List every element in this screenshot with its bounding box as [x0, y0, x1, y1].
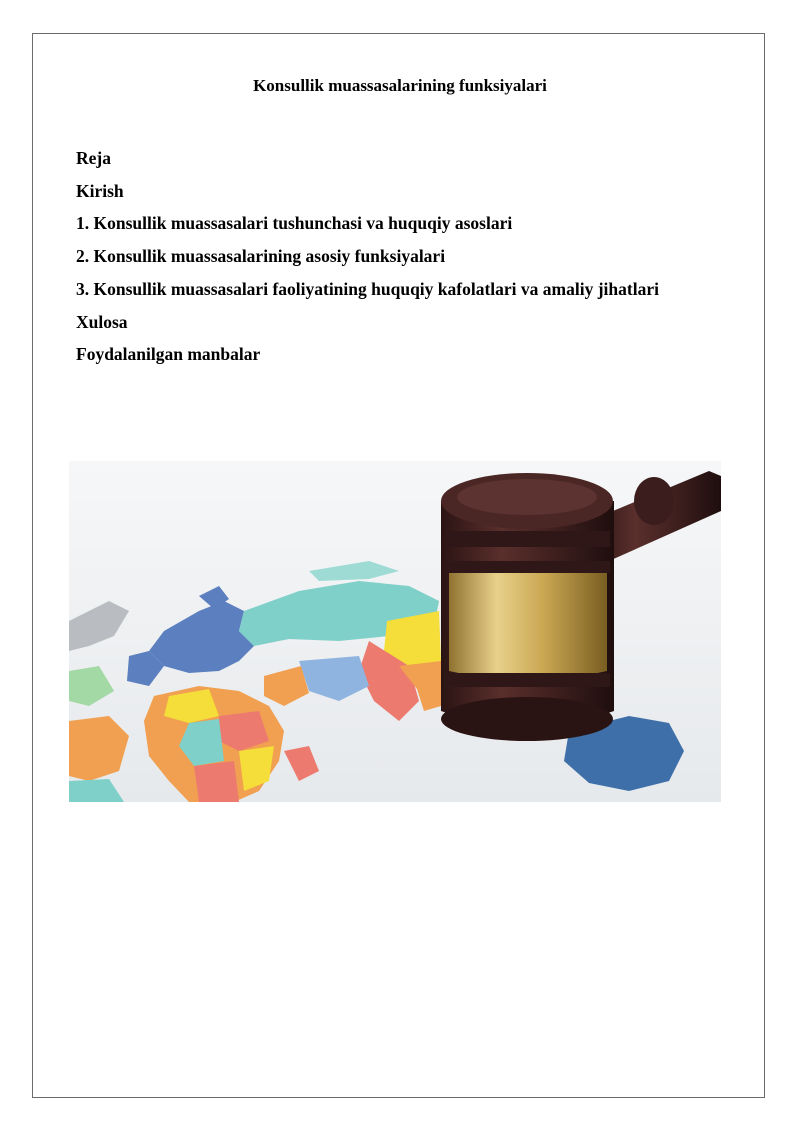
outline-item-sources: Foydalanilgan manbalar [76, 344, 261, 365]
outline-item-section-1: 1. Konsullik muassasalari tushunchasi va huquqiy asoslari [76, 213, 513, 234]
gavel-map-illustration [69, 461, 721, 802]
outline-item-kirish: Kirish [76, 180, 124, 201]
outline-item-section-2: 2. Konsullik muassasalarining asosiy funksiyalari [76, 246, 446, 267]
outline-item-section-3: 3. Konsullik muassasalari faoliyatining huquqiy kafolatlari va amaliy jihatlari [76, 278, 659, 299]
document-title: Konsullik muassasalarining funksiyalari [253, 76, 547, 95]
outline-item-reja: Reja [76, 148, 111, 168]
outline-list [76, 142, 659, 371]
gavel-map-image [69, 461, 721, 802]
outline-item-xulosa: Xulosa [76, 311, 128, 332]
